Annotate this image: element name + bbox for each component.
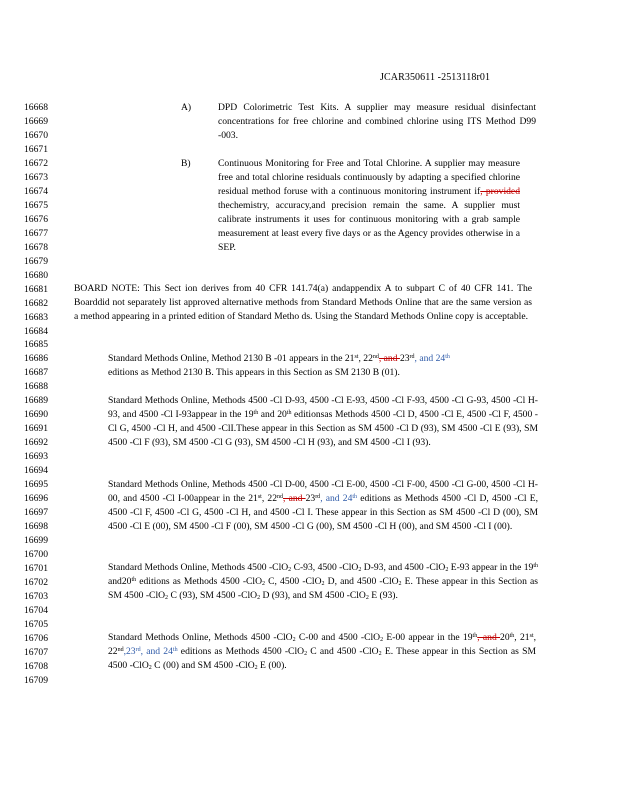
line-number: 16669 xyxy=(24,115,48,127)
line-number: 16703 xyxy=(24,590,48,602)
deleted-text: , and xyxy=(283,492,306,504)
line-number: 16693 xyxy=(24,451,48,463)
line-number: 16705 xyxy=(24,618,48,630)
line-number: 16690 xyxy=(24,409,48,421)
line-number: 16679 xyxy=(24,255,48,267)
line-number: 16696 xyxy=(24,493,48,505)
line-number: 16670 xyxy=(24,129,48,141)
line-number: 16677 xyxy=(24,227,48,239)
line-number: 16707 xyxy=(24,646,48,658)
line-number: 16698 xyxy=(24,521,48,533)
deleted-text: , and xyxy=(378,353,400,364)
line-number: 16694 xyxy=(24,465,48,477)
line-number: 16688 xyxy=(24,381,48,393)
line-number: 16700 xyxy=(24,549,48,560)
line-number: 16701 xyxy=(24,562,48,574)
item-a-paragraph: DPD Colorimetric Test Kits. A supplier may measure residual disinfectant concentrations for free chlorine and combined chlorine using ITS Method D99 -003. xyxy=(218,102,536,141)
line-number: 16672 xyxy=(24,157,48,169)
line-number: 16706 xyxy=(24,632,48,644)
deleted-text: , provided xyxy=(480,185,520,197)
line-number: 16681 xyxy=(24,283,48,295)
item-b-text-1: Continuous Monitoring for Free and Total Chlorine. A supplier may measure free and total chlorine residuals continuously by adapting a specified chlorine residual method foruse with a continuous monitoring instrument if xyxy=(218,158,520,197)
inserted-text: , and 24th xyxy=(414,353,450,364)
line-number: 16674 xyxy=(24,185,48,197)
line-number: 16684 xyxy=(24,325,48,337)
paragraph-4500-clo2-00: Standard Methods Online, Methods 4500 -ClO$_2$ C-00 and 4500 -ClO$_2$ E-00 appear in the 19th, and 20th, 21st, 22nd,23rd, and 24th editions as Methods 4500 -ClO$_2$ C and 4500 -ClO$_2$ E. These appear in this Section as SM 4500 -ClO$_2$ C (00) and SM 4500 -ClO$_2$ E (00). xyxy=(108,632,536,671)
item-a-label: A) xyxy=(181,102,192,113)
line-number: 16709 xyxy=(24,674,48,686)
line-number: 16697 xyxy=(24,507,48,519)
board-note: BOARD NOTE: This Sect ion derives from 40 CFR 141.74(a) andappendix A to subpart C of 40 CFR 141. The Boarddid not separately list approved alternative methods from Standard Methods Online that are the same version as a method appearing in a printed edition of Standard Metho ds. Using the Standard Methods Online copy is acceptable. xyxy=(74,283,532,322)
paragraph-4500-cl-00: Standard Methods Online, Methods 4500 -Cl D-00, 4500 -Cl E-00, 4500 -Cl F-00, 4500 -Cl G-00, 4500 -Cl H-00, and 4500 -Cl I-00appear in the 21st, 22nd, and 23rd, and 24th editions as Methods 4500 -Cl D, 4500 -Cl E, 4500 -Cl F, 4500 -Cl G, 4500 -Cl H, and 4500 -Cl I. These appear in this Section as SM 4500 -Cl D (00), SM 4500 -Cl E (00), SM 4500 -Cl F (00), SM 4500 -Cl G (00), SM 4500 -Cl H (00), and SM 4500 -Cl I (00). xyxy=(108,479,538,532)
deleted-text: , and xyxy=(477,632,501,643)
line-number: 16687 xyxy=(24,367,48,379)
line-number: 16704 xyxy=(24,604,48,616)
line-number-column xyxy=(24,101,48,688)
line-number: 16708 xyxy=(24,660,48,672)
paragraph-4500-clo2-93: Standard Methods Online, Methods 4500 -ClO$_2$ C-93, 4500 -ClO$_2$ D-93, and 4500 -ClO$_2$ E-93 appear in the 19th and20th editions as Methods 4500 -ClO$_2$ C, 4500 -ClO$_2$ D, and 4500 -ClO$_2$ E. These appear in this Section as SM 4500 -ClO$_2$ C (93), SM 4500 -ClO$_2$ D (93), and SM 4500 -ClO$_2$ E (93). xyxy=(108,562,539,601)
line-number: 16686 xyxy=(24,353,48,365)
inserted-text: , and 24th xyxy=(320,492,358,504)
line-number: 16675 xyxy=(24,199,48,211)
paragraph-2130b: Standard Methods Online, Method 2130 B -01 appears in the 21st, 22nd, and 23rd, and 24th editions as Method 2130 B. This appears in this Section as SM 2130 B (01). xyxy=(108,353,450,378)
line-number: 16671 xyxy=(24,143,48,155)
paragraph-4500-cl-93: Standard Methods Online, Methods 4500 -Cl D-93, 4500 -Cl E-93, 4500 -Cl F-93, 4500 -Cl G-93, 4500 -Cl H-93, and 4500 -Cl I-93appear in the 19th and 20th editionsas Methods 4500 -Cl D, 4500 -Cl E, 4500 -Cl F, 4500 -Cl G, 4500 -Cl H, and 4500 -ClI.These appear in this Section as SM 4500 -Cl D (93), SM 4500 -Cl E (93), SM 4500 -Cl F (93), SM 4500 -Cl G (93), SM 4500 -Cl H (93), and SM 4500 -Cl I (93). xyxy=(108,395,538,448)
line-number: 16668 xyxy=(24,102,48,113)
inserted-text: ,23rd, and 24th xyxy=(123,645,178,657)
item-b-text-2: thechemistry, accuracy,and precision remain the same. A supplier must calibrate instruments it uses for continuous monitoring with a grab sample measurement at least every five days or as the Agency provides otherwise in a SEP. xyxy=(218,199,520,253)
line-number: 16673 xyxy=(24,171,48,183)
line-number: 16683 xyxy=(24,311,48,323)
line-number: 16692 xyxy=(24,437,48,449)
line-number: 16691 xyxy=(24,423,48,435)
line-number: 16702 xyxy=(24,576,48,588)
line-number: 16676 xyxy=(24,213,48,225)
line-number: 16682 xyxy=(24,297,48,309)
line-number: 16680 xyxy=(24,269,48,281)
item-b-paragraph xyxy=(218,157,520,255)
line-number: 16695 xyxy=(24,479,48,491)
item-b-label: B) xyxy=(181,158,191,169)
line-number: 16699 xyxy=(24,535,48,547)
line-number: 16678 xyxy=(24,241,48,253)
line-number: 16689 xyxy=(24,395,48,407)
line-number: 16685 xyxy=(24,339,48,351)
document-id-header: JCAR350611 -2513118r01 xyxy=(380,72,491,83)
